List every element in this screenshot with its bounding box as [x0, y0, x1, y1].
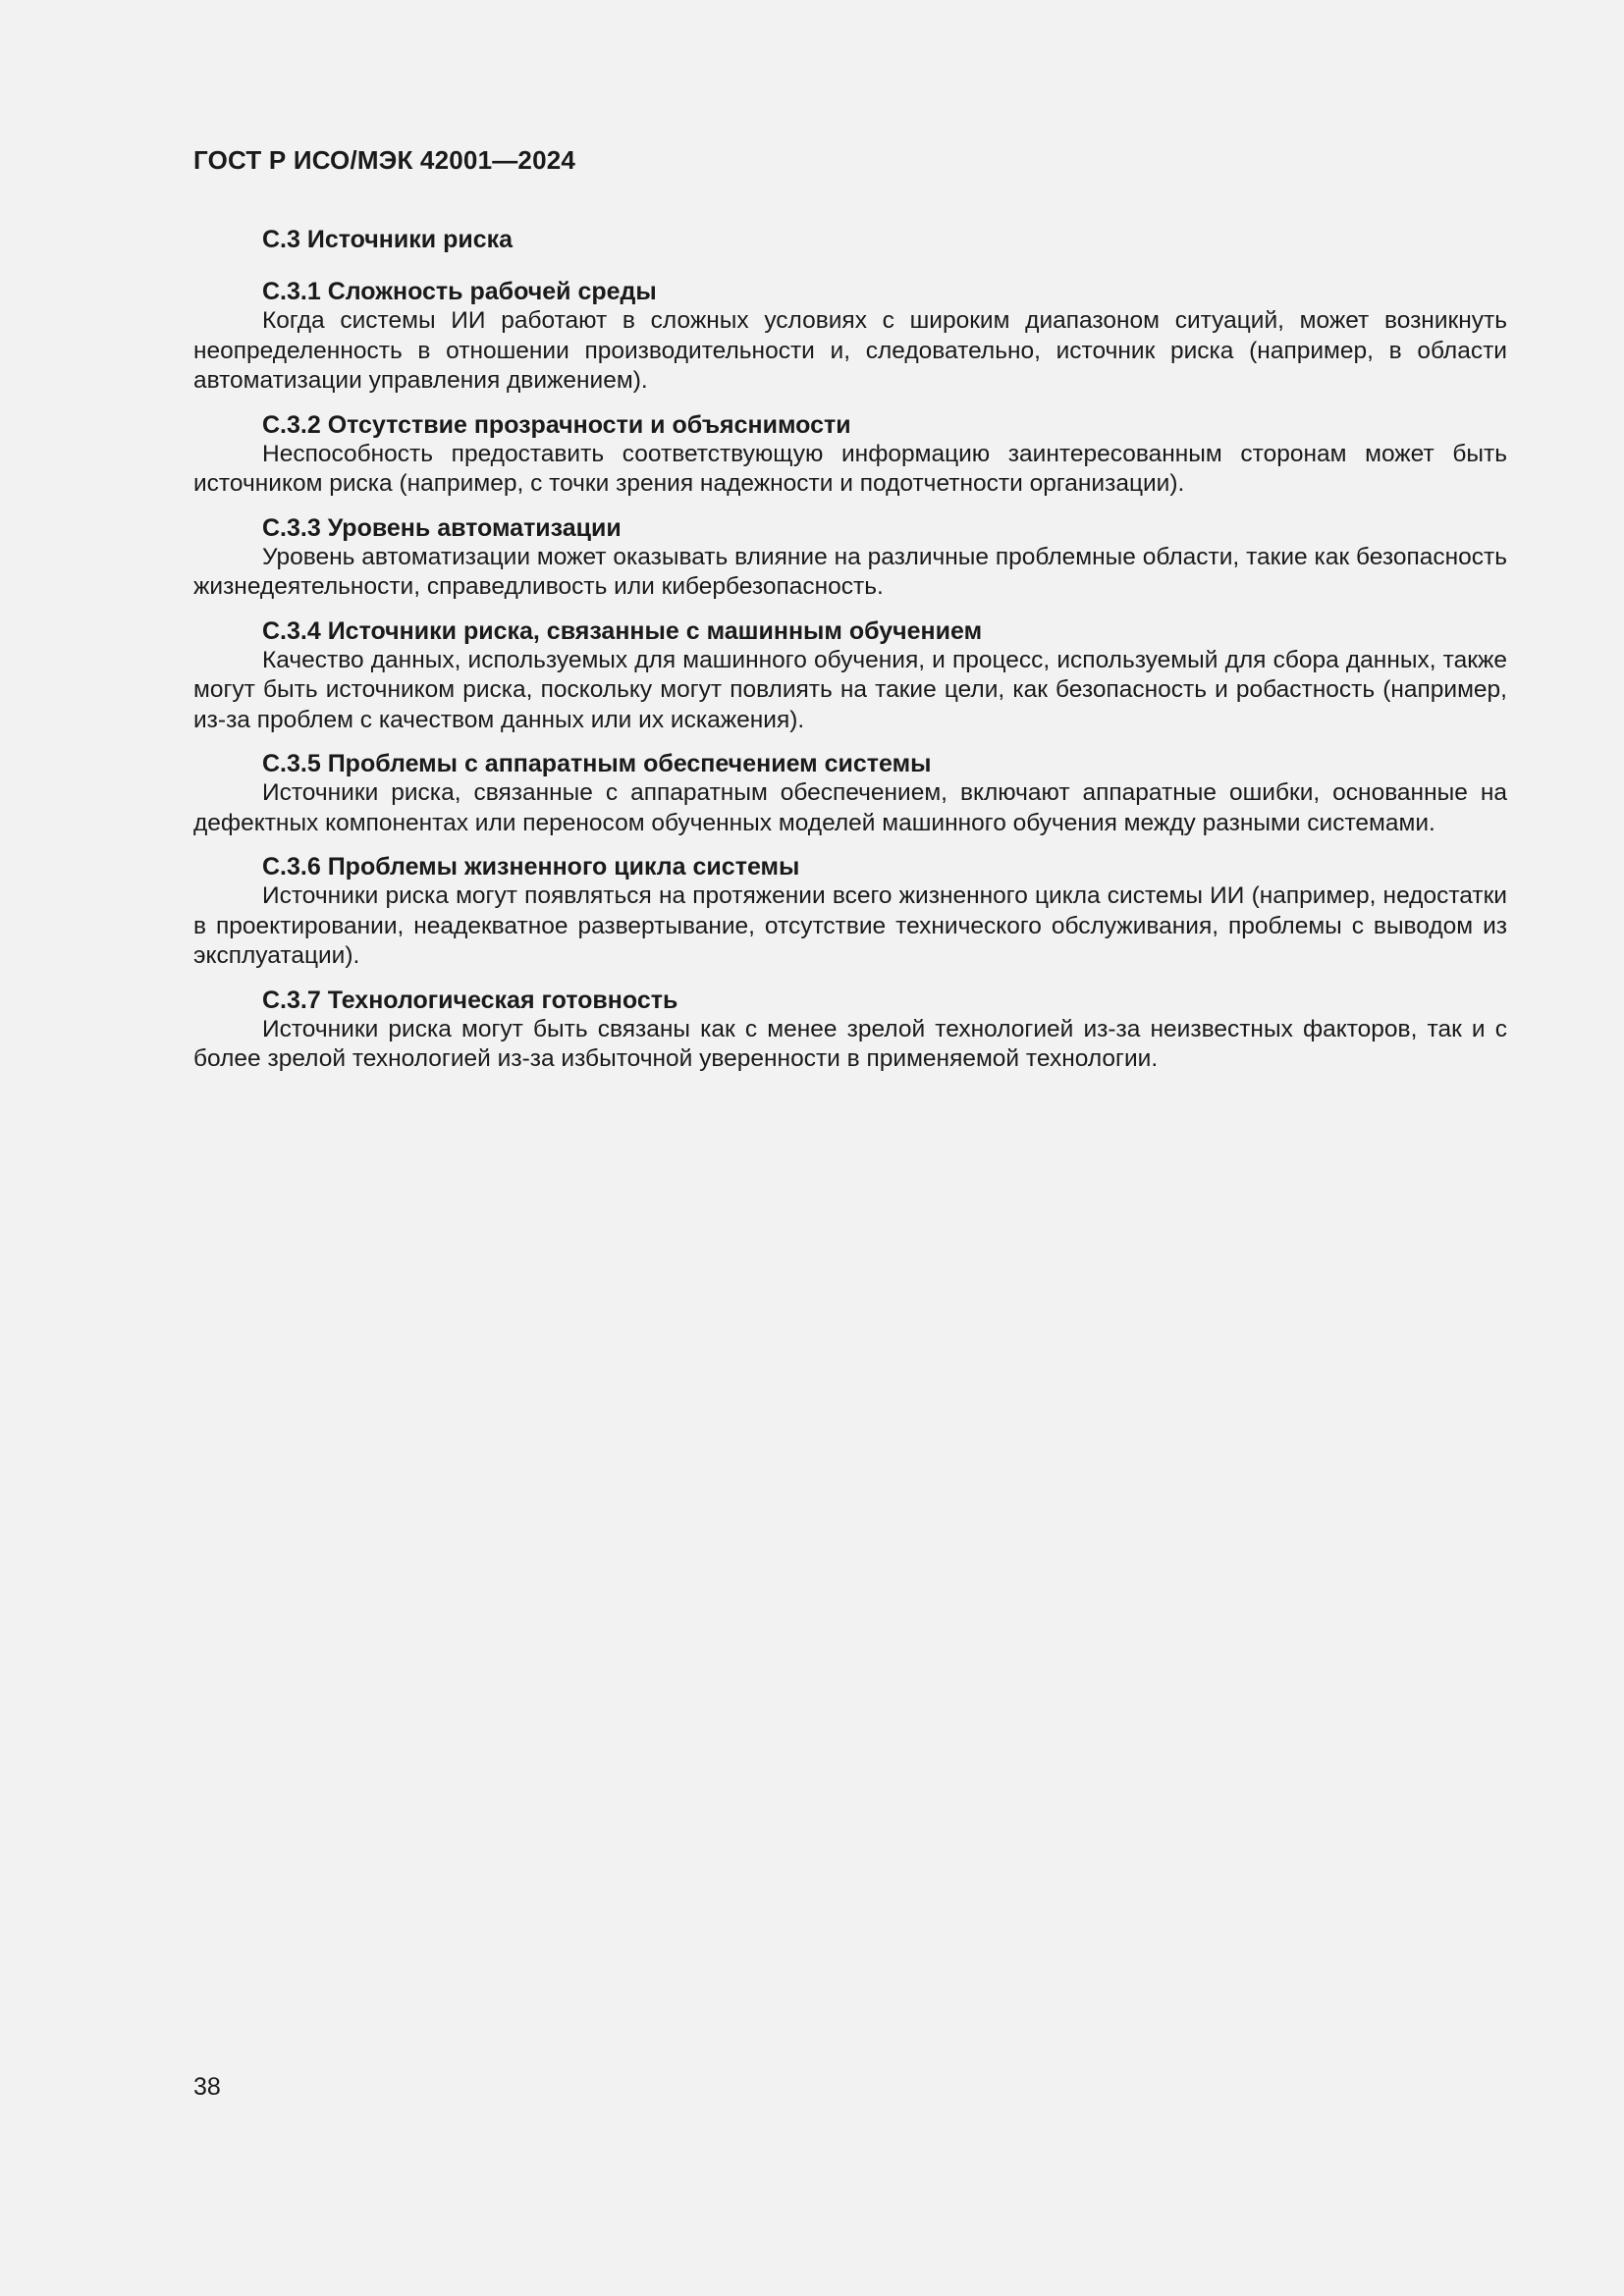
- subsection-title: C.3.7 Технологическая готовность: [262, 986, 678, 1014]
- subsection-title: C.3.6 Проблемы жизненного цикла системы: [262, 853, 800, 881]
- document-page: [193, 0, 1507, 2296]
- subsection-text: Источники риска могут появляться на протяжении всего жизненного цикла системы ИИ (например, недостатки в проектировании, неадекватное развертывание, отсутствие технического обслуживания, проблемы с выводом из эксплуатации).: [193, 882, 1507, 969]
- subsection-c-3-4: [193, 616, 1507, 736]
- subsection-c-3-7: [193, 986, 1507, 1075]
- subsection-text: Когда системы ИИ работают в сложных условиях с широким диапазоном ситуаций, может возникнуть неопределенность в отношении производительности и, следовательно, источник риска (например, в области автоматизации управления движением).: [193, 307, 1507, 394]
- subsection-text: Источники риска, связанные с аппаратным обеспечением, включают аппаратные ошибки, основанные на дефектных компонентах или переносом обученных моделей машинного обучения между разными системами.: [193, 779, 1507, 836]
- subsection-c-3-2: [193, 410, 1507, 500]
- subsection-c-3-1: [193, 277, 1507, 397]
- subsection-text: Уровень автоматизации может оказывать влияние на различные проблемные области, такие как безопасность жизнедеятельности, справедливость или кибербезопасность.: [193, 543, 1507, 600]
- subsection-text: Качество данных, используемых для машинного обучения, и процесс, используемый для сбора данных, также могут быть источником риска, поскольку могут повлиять на такие цели, как безопасность и робастность (например, из-за проблем с качеством данных или их искажения).: [193, 646, 1507, 733]
- document-body: [193, 224, 1507, 1089]
- subsection-text: Неспособность предоставить соответствующую информацию заинтересованным сторонам может быть источником риска (например, с точки зрения надежности и подотчетности организации).: [193, 440, 1507, 497]
- page-number: 38: [193, 2073, 221, 2101]
- subsection-c-3-3: [193, 513, 1507, 603]
- subsection-title: C.3.4 Источники риска, связанные с машинным обучением: [262, 616, 983, 645]
- subsection-text: Источники риска могут быть связаны как с менее зрелой технологией из-за неизвестных факторов, так и с более зрелой технологией из-за избыточной уверенности в применяемой технологии.: [193, 1015, 1507, 1072]
- subsection-title: C.3.1 Сложность рабочей среды: [262, 278, 657, 305]
- section-title: C.3 Источники риска: [262, 226, 514, 253]
- subsection-title: C.3.3 Уровень автоматизации: [262, 513, 622, 542]
- subsection-title: C.3.5 Проблемы с аппаратным обеспечением системы: [262, 750, 932, 777]
- subsection-c-3-6: [193, 852, 1507, 972]
- subsection-title: C.3.2 Отсутствие прозрачности и объяснимости: [262, 410, 851, 439]
- subsection-c-3-5: [193, 749, 1507, 838]
- document-header: ГОСТ Р ИСО/МЭК 42001—2024: [193, 145, 576, 175]
